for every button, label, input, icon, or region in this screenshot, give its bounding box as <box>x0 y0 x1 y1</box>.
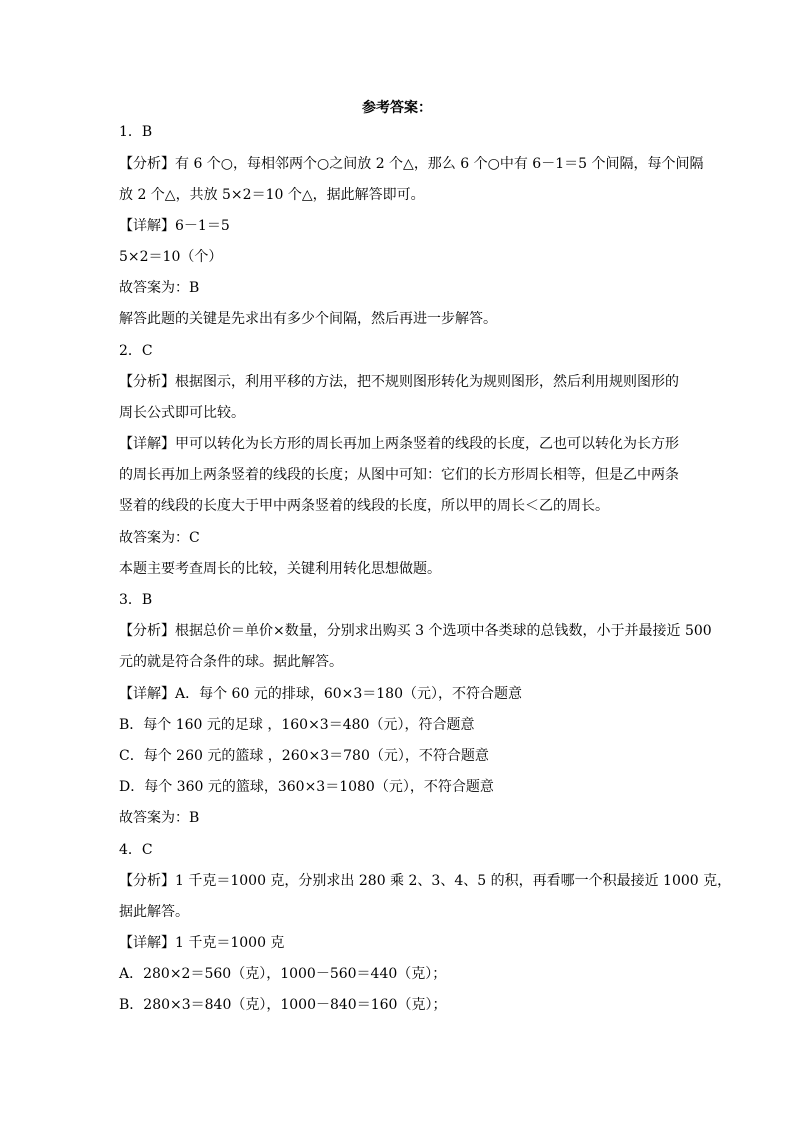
detail-line: B．280×3＝840（克），1000－840＝160（克）； <box>119 997 447 1013</box>
analysis-line: 元的就是符合条件的球。据此解答。 <box>119 654 343 670</box>
detail-line: 的周长再加上两条竖着的线段的长度；从图中可知：它们的长方形周长相等，但是乙中两条 <box>119 467 679 483</box>
analysis-line: 放 2 个△，共放 5×2＝10 个△，据此解答即可。 <box>119 187 425 203</box>
analysis-line: 【分析】有 6 个○，每相邻两个○之间放 2 个△，那么 6 个○中有 6－1＝5 个间隔，每个间隔 <box>119 156 704 172</box>
detail-line: C．每个 260 元的篮球 ，260×3＝780（元），不符合题意 <box>119 748 489 764</box>
answer-line: 故答案为：B <box>119 280 200 296</box>
answer-line: 故答案为：B <box>119 810 200 826</box>
analysis-line: 【分析】1 千克＝1000 克，分别求出 280 乘 2、3、4、5 的积，再看哪一个积最接近 1000 克， <box>119 873 732 889</box>
detail-line: 5×2＝10（个） <box>119 249 223 265</box>
answer-number: 2．C <box>119 343 153 359</box>
detail-line: 竖着的线段的长度大于甲中两条竖着的线段的长度，所以甲的周长＜乙的周长。 <box>119 498 609 514</box>
detail-line: 【详解】1 千克＝1000 克 <box>119 935 285 951</box>
answer-number: 1．B <box>119 124 153 140</box>
comment-line: 本题主要考查周长的比较，关键利用转化思想做题。 <box>119 561 441 577</box>
analysis-line: 周长公式即可比较。 <box>119 405 245 421</box>
comment-line: 解答此题的关键是先求出有多少个间隔，然后再进一步解答。 <box>119 311 497 327</box>
answer-number: 3．B <box>119 592 153 608</box>
detail-line: A．280×2＝560（克），1000－560＝440（克）； <box>119 966 447 982</box>
detail-line: B．每个 160 元的足球 ，160×3＝480（元），符合题意 <box>119 717 475 733</box>
detail-line: 【详解】A．每个 60 元的排球，60×3＝180（元），不符合题意 <box>119 686 522 702</box>
detail-line: 【详解】甲可以转化为长方形的周长再加上两条竖着的线段的长度，乙也可以转化为长方形 <box>119 436 679 452</box>
analysis-line: 据此解答。 <box>119 904 189 920</box>
answer-number: 4．C <box>119 842 153 858</box>
analysis-line: 【分析】根据图示，利用平移的方法，把不规则图形转化为规则图形，然后利用规则图形的 <box>119 374 679 390</box>
page-title: 参考答案： <box>362 100 432 116</box>
analysis-line: 【分析】根据总价＝单价×数量，分别求出购买 3 个选项中各类球的总钱数，小于并最接近 500 <box>119 623 712 639</box>
answer-line: 故答案为：C <box>119 530 200 546</box>
detail-line: D．每个 360 元的篮球，360×3＝1080（元），不符合题意 <box>119 779 494 795</box>
detail-line: 【详解】6－1＝5 <box>119 218 230 234</box>
